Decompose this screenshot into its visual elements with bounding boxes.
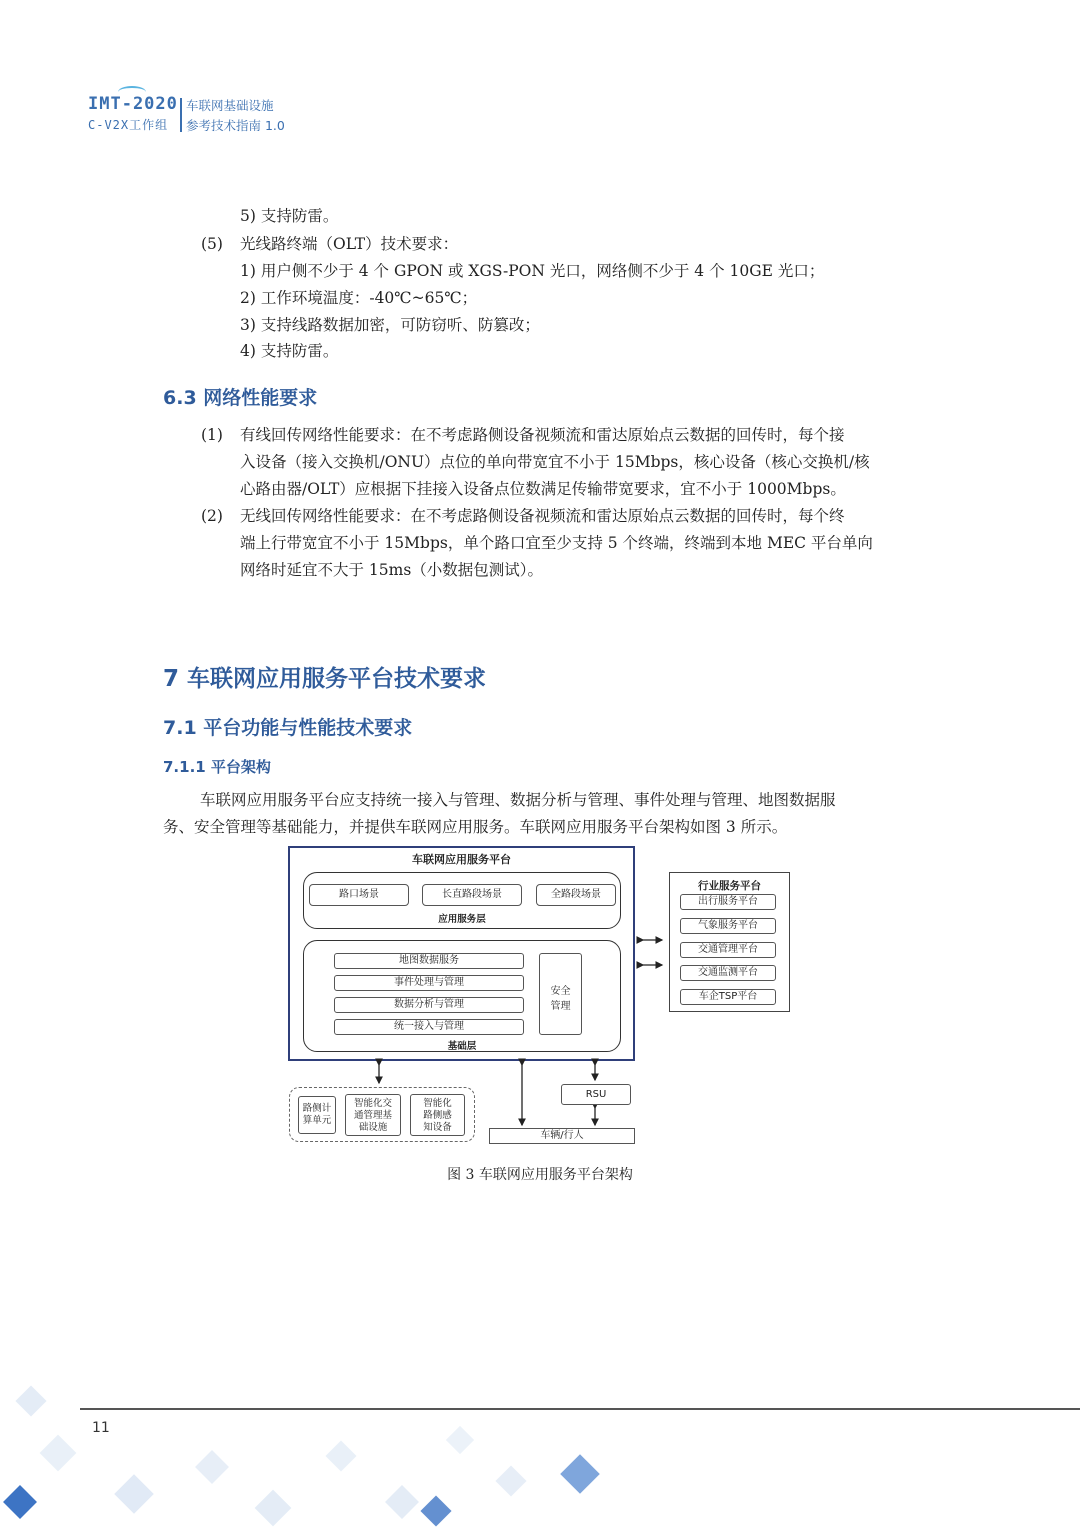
base-service-map: 地图数据服务 (334, 953, 524, 969)
roadside-2-l3: 知设备 (423, 1122, 452, 1133)
security-label-2: 管理 (550, 1001, 571, 1012)
roadside-sensing-device (410, 1094, 465, 1136)
footer-rule (80, 1408, 1080, 1410)
roadside-2-l2: 路侧感 (423, 1110, 452, 1121)
figure-caption: 图 3 车联网应用服务平台架构 (447, 1167, 633, 1183)
industry-title: 行业服务平台 (698, 880, 761, 892)
logo-subtitle: C-V2X工作组 (88, 118, 169, 132)
base-service-analysis: 数据分析与管理 (334, 997, 524, 1013)
roadside-0-l1: 路侧计 (302, 1103, 332, 1114)
doc-title-line2: 参考技术指南 1.0 (186, 118, 285, 133)
text-line: 入设备（接入交换机/ONU）点位的单向带宽宜不小于 15Mbps，核心设备（核心交换机/核 (240, 453, 870, 471)
roadside-0-l2: 算单元 (302, 1115, 332, 1126)
app-scene-full-road: 全路段场景 (536, 884, 616, 906)
subsection-heading-7-1-1: 7.1.1 平台架构 (163, 758, 271, 776)
page-number: 11 (92, 1420, 110, 1436)
industry-item-traffic-monitor: 交通监测平台 (680, 965, 776, 981)
text-line: 2) 工作环境温度：-40℃~65℃； (240, 289, 478, 307)
text-line: 端上行带宽宜不小于 15Mbps，单个路口宜至少支持 5 个终端，终端到本地 MEC 平台单向 (240, 534, 873, 552)
text-line: 5) 支持防雷。 (240, 207, 339, 225)
base-service-access: 统一接入与管理 (334, 1019, 524, 1035)
text-line: 光线路终端（OLT）技术要求： (240, 235, 459, 253)
app-scene-long-road: 长直路段场景 (422, 884, 522, 906)
roadside-2-l1: 智能化 (423, 1098, 452, 1109)
platform-title: 车联网应用服务平台 (412, 853, 511, 866)
doc-title-line1: 车联网基础设施 (186, 98, 274, 113)
paragraph-line: 车联网应用服务平台应支持统一接入与管理、数据分析与管理、事件处理与管理、地图数据服 (200, 791, 836, 809)
rsu-box: RSU (561, 1084, 631, 1105)
roadside-traffic-infra (345, 1094, 401, 1136)
text-line: 4) 支持防雷。 (240, 342, 339, 360)
industry-item-tsp: 车企TSP平台 (680, 989, 776, 1005)
logo-mark: IMT-2020 (88, 94, 178, 114)
text-line: 心路由器/OLT）应根据下挂接入设备点位数满足传输带宽要求，宜不小于 1000Mbps。 (240, 480, 846, 498)
text-line: 网络时延宜不大于 15ms（小数据包测试）。 (240, 561, 544, 579)
text-line: 有线回传网络性能要求：在不考虑路侧设备视频流和雷达原始点云数据的回传时，每个接 (240, 426, 845, 444)
roadside-1-l3: 础设施 (358, 1122, 388, 1133)
list-number: (2) (201, 507, 223, 525)
roadside-1-l1: 智能化交 (353, 1098, 392, 1109)
roadside-1-l2: 通管理基 (353, 1110, 392, 1121)
base-layer-label: 基础层 (447, 1041, 477, 1052)
industry-item-travel: 出行服务平台 (680, 894, 776, 910)
app-layer-label: 应用服务层 (438, 914, 486, 925)
industry-item-traffic-mgmt: 交通管理平台 (680, 942, 776, 958)
list-number: (1) (201, 426, 223, 444)
text-line: 无线回传网络性能要求：在不考虑路侧设备视频流和雷达原始点云数据的回传时，每个终 (240, 507, 845, 525)
app-scene-intersection: 路口场景 (309, 884, 409, 906)
base-service-event: 事件处理与管理 (334, 975, 524, 991)
security-label-1: 安全 (550, 986, 571, 997)
text-line: 1) 用户侧不少于 4 个 GPON 或 XGS-PON 光口，网络侧不少于 4 个 10GE 光口； (240, 262, 825, 280)
chapter-heading-7: 7 车联网应用服务平台技术要求 (163, 666, 487, 692)
industry-item-weather: 气象服务平台 (680, 918, 776, 934)
roadside-compute-unit (298, 1096, 336, 1134)
list-number: (5) (201, 235, 223, 253)
text-line: 3) 支持线路数据加密，可防窃听、防篡改； (240, 316, 540, 334)
vehicle-pedestrian-box: 车辆/行人 (489, 1128, 635, 1144)
paragraph-line: 务、安全管理等基础能力，并提供车联网应用服务。车联网应用服务平台架构如图 3 所示。 (163, 818, 788, 836)
section-heading-6-3: 6.3 网络性能要求 (163, 387, 318, 409)
section-heading-7-1: 7.1 平台功能与性能技术要求 (163, 717, 413, 739)
